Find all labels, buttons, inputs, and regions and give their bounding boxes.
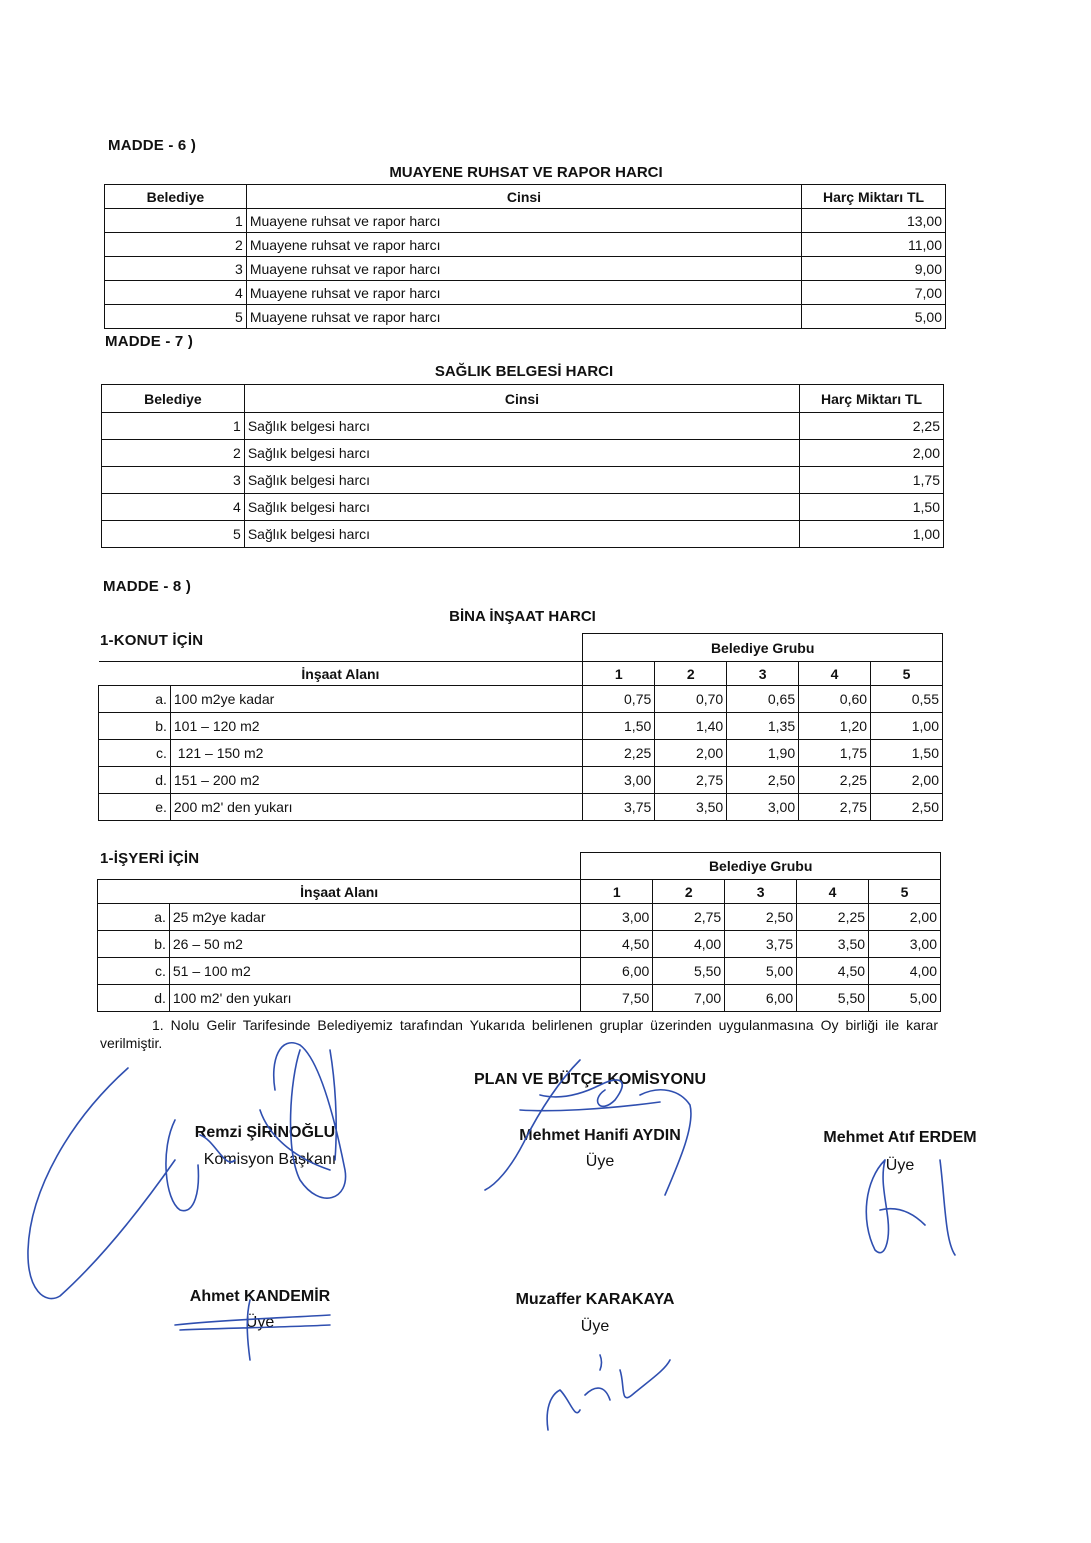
header-belediye-grubu: Belediye Grubu (583, 634, 943, 662)
row-value: 2,00 (655, 740, 727, 767)
row-value: 2,00 (871, 767, 943, 794)
row-value: 4,50 (581, 931, 653, 958)
row-cinsi: Sağlık belgesi harcı (244, 494, 799, 521)
header-group-2: 2 (653, 880, 725, 904)
note-line-1: 1. Nolu Gelir Tarifesinde Belediyemiz tarafından Yukarıda belirlenen gruplar üzerinden uygulanmasına Oy birliği ile karar (152, 1017, 938, 1033)
row-value: 0,75 (583, 686, 655, 713)
row-value: 6,00 (725, 985, 797, 1012)
madde6-title: MUAYENE RUHSAT VE RAPOR HARCI (389, 164, 663, 181)
row-value: 5,00 (725, 958, 797, 985)
row-value: 3,75 (725, 931, 797, 958)
row-number: 3 (102, 467, 245, 494)
row-value: 2,75 (799, 794, 871, 821)
row-cinsi: Muayene ruhsat ve rapor harcı (246, 209, 801, 233)
row-value: 5,00 (869, 985, 941, 1012)
header-belediye: Belediye (102, 385, 245, 413)
row-area: 100 m2' den yukarı (169, 985, 580, 1012)
row-cinsi: Sağlık belgesi harcı (244, 413, 799, 440)
madde7-label: MADDE - 7 ) (105, 333, 194, 350)
row-cinsi: Sağlık belgesi harcı (244, 440, 799, 467)
row-area: 51 – 100 m2 (169, 958, 580, 985)
row-value: 0,70 (655, 686, 727, 713)
row-miktar: 13,00 (802, 209, 946, 233)
header-group-2: 2 (655, 662, 727, 686)
row-value: 4,50 (797, 958, 869, 985)
row-key: d. (98, 985, 170, 1012)
signature-karakaya (547, 1355, 670, 1430)
row-value: 0,55 (871, 686, 943, 713)
row-value: 3,50 (797, 931, 869, 958)
row-value: 2,50 (725, 904, 797, 931)
row-number: 1 (105, 209, 247, 233)
row-miktar: 1,75 (800, 467, 944, 494)
member-role: Üye (245, 1314, 275, 1331)
member-role: Üye (885, 1157, 915, 1174)
header-group-5: 5 (869, 880, 941, 904)
row-value: 3,00 (869, 931, 941, 958)
row-area: 26 – 50 m2 (169, 931, 580, 958)
row-value: 6,00 (581, 958, 653, 985)
header-group-1: 1 (581, 880, 653, 904)
row-miktar: 2,00 (800, 440, 944, 467)
row-area: 121 – 150 m2 (170, 740, 582, 767)
header-group-5: 5 (871, 662, 943, 686)
row-value: 7,00 (653, 985, 725, 1012)
header-insaat-alani: İnşaat Alanı (98, 880, 581, 904)
row-value: 2,50 (871, 794, 943, 821)
header-belediye-grubu: Belediye Grubu (581, 853, 941, 880)
row-number: 2 (102, 440, 245, 467)
row-value: 1,40 (655, 713, 727, 740)
row-number: 5 (105, 305, 247, 329)
row-value: 4,00 (869, 958, 941, 985)
row-miktar: 9,00 (802, 257, 946, 281)
header-harc-miktari: Harç Miktarı TL (802, 185, 946, 209)
isyeri-heading: 1-İŞYERİ İÇİN (100, 850, 200, 867)
header-group-3: 3 (725, 880, 797, 904)
row-value: 1,50 (871, 740, 943, 767)
row-value: 3,00 (581, 904, 653, 931)
row-number: 2 (105, 233, 247, 257)
row-cinsi: Muayene ruhsat ve rapor harcı (246, 233, 801, 257)
row-cinsi: Sağlık belgesi harcı (244, 521, 799, 548)
row-area: 151 – 200 m2 (170, 767, 582, 794)
row-miktar: 7,00 (802, 281, 946, 305)
row-value: 2,75 (653, 904, 725, 931)
header-group-4: 4 (797, 880, 869, 904)
header-cinsi: Cinsi (246, 185, 801, 209)
row-value: 7,50 (581, 985, 653, 1012)
row-key: e. (99, 794, 171, 821)
row-key: b. (98, 931, 170, 958)
header-group-4: 4 (799, 662, 871, 686)
row-key: d. (99, 767, 171, 794)
row-value: 2,00 (869, 904, 941, 931)
row-number: 4 (102, 494, 245, 521)
konut-heading: 1-KONUT İÇİN (100, 632, 204, 649)
member-role: Üye (580, 1318, 610, 1335)
row-value: 1,75 (799, 740, 871, 767)
row-value: 2,25 (797, 904, 869, 931)
row-value: 5,50 (797, 985, 869, 1012)
row-cinsi: Muayene ruhsat ve rapor harcı (246, 257, 801, 281)
row-miktar: 1,50 (800, 494, 944, 521)
signature-remzi (28, 1043, 346, 1299)
row-area: 101 – 120 m2 (170, 713, 582, 740)
row-value: 1,90 (727, 740, 799, 767)
row-area: 200 m2' den yukarı (170, 794, 582, 821)
row-value: 3,00 (583, 767, 655, 794)
row-miktar: 5,00 (802, 305, 946, 329)
row-number: 5 (102, 521, 245, 548)
row-miktar: 2,25 (800, 413, 944, 440)
row-miktar: 11,00 (802, 233, 946, 257)
row-value: 3,00 (727, 794, 799, 821)
row-value: 2,25 (799, 767, 871, 794)
madde8-label: MADDE - 8 ) (103, 578, 192, 595)
header-group-3: 3 (727, 662, 799, 686)
row-value: 3,50 (655, 794, 727, 821)
member-role: Komisyon Başkanı (203, 1151, 337, 1168)
madde6-label: MADDE - 6 ) (108, 137, 197, 154)
row-value: 2,75 (655, 767, 727, 794)
row-number: 4 (105, 281, 247, 305)
row-number: 3 (105, 257, 247, 281)
row-cinsi: Muayene ruhsat ve rapor harcı (246, 281, 801, 305)
member-name: Mehmet Hanifi AYDIN (519, 1127, 681, 1144)
signature-erdem (866, 1160, 955, 1255)
row-value: 1,35 (727, 713, 799, 740)
signature-kandemir (175, 1300, 330, 1360)
header-belediye: Belediye (105, 185, 247, 209)
member-name: Muzaffer KARAKAYA (515, 1291, 675, 1308)
header-cinsi: Cinsi (244, 385, 799, 413)
member-role: Üye (585, 1153, 615, 1170)
row-key: a. (98, 904, 170, 931)
row-key: b. (99, 713, 171, 740)
row-miktar: 1,00 (800, 521, 944, 548)
row-area: 25 m2ye kadar (169, 904, 580, 931)
header-group-1: 1 (583, 662, 655, 686)
header-harc-miktari: Harç Miktarı TL (800, 385, 944, 413)
row-key: c. (99, 740, 171, 767)
commission-title: PLAN VE BÜTÇE KOMİSYONU (473, 1071, 706, 1088)
row-value: 3,75 (583, 794, 655, 821)
row-cinsi: Muayene ruhsat ve rapor harcı (246, 305, 801, 329)
row-value: 2,50 (727, 767, 799, 794)
row-cinsi: Sağlık belgesi harcı (244, 467, 799, 494)
madde7-title: SAĞLIK BELGESİ HARCI (434, 363, 614, 380)
member-name: Remzi ŞİRİNOĞLU (194, 1124, 336, 1141)
member-name: Ahmet KANDEMİR (189, 1288, 331, 1305)
row-value: 1,50 (583, 713, 655, 740)
row-number: 1 (102, 413, 245, 440)
row-key: c. (98, 958, 170, 985)
row-value: 1,00 (871, 713, 943, 740)
madde8-title: BİNA İNŞAAT HARCI (449, 608, 596, 625)
row-value: 2,25 (583, 740, 655, 767)
signature-aydin (485, 1060, 691, 1195)
header-insaat-alani: İnşaat Alanı (99, 662, 583, 686)
row-key: a. (99, 686, 171, 713)
row-value: 4,00 (653, 931, 725, 958)
row-value: 0,65 (727, 686, 799, 713)
row-area: 100 m2ye kadar (170, 686, 582, 713)
note-line-2: verilmiştir. (100, 1035, 163, 1051)
member-name: Mehmet Atıf ERDEM (823, 1129, 977, 1146)
row-value: 0,60 (799, 686, 871, 713)
row-value: 5,50 (653, 958, 725, 985)
row-value: 1,20 (799, 713, 871, 740)
